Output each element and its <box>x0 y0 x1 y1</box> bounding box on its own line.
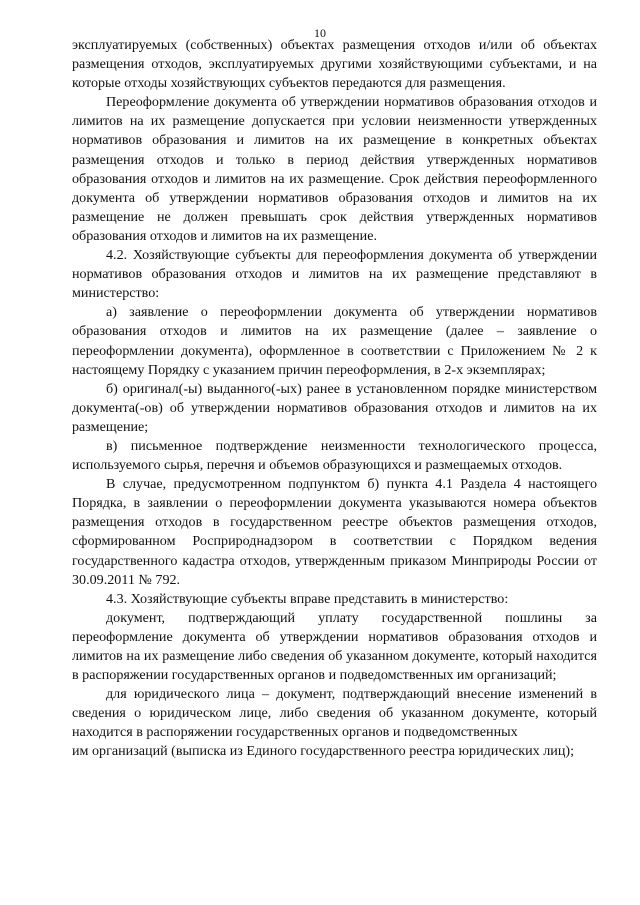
paragraph-continuation: эксплуатируемых (собственных) объектах размещения отходов и/или об объектах размещения отходов, эксплуатируемых другими хозяйствующими субъектами, и на которые отходы хозяйствующих субъектов передаются для размещения. <box>72 37 597 92</box>
document-body <box>72 36 597 762</box>
paragraph-4-2: 4.2. Хозяйствующие субъекты для переоформления документа об утверждении нормативов образования отходов и лимитов на их размещение представляют в министерство: <box>72 247 597 302</box>
paragraph-reissue-conditions: Переоформление документа об утверждении нормативов образования отходов и лимитов на их размещение допускается при условии неизменности утвержденных нормативов образования и лимитов на их размещение в конкретных объектах размещения отходов и только в период действия утвержденных нормативов образования отходов и лимитов на их размещение. Срок действия переоформленного документа об утверждении нормативов образования отходов и лимитов на их размещение не должен превышать срок действия утвержденных нормативов образования отходов и лимитов на их размещение. <box>72 94 597 244</box>
page-number: 10 <box>314 26 326 40</box>
paragraph-4-2-a: а) заявление о переоформлении документа об утверждении нормативов образования отходов и лимитов на их размещение (далее – заявление о переоформлении документа), оформленное в соответствии с Приложением № 2 к настоящему Порядку с указанием причин переоформления, в 2-х экземплярах; <box>72 304 597 378</box>
paragraph-special-case: В случае, предусмотренном подпунктом б) пункта 4.1 Раздела 4 настоящего Порядка, в заявлении о переоформлении документа указываются номера объектов размещения отходов в государственном реестре объектов размещения отходов, сформированном Росприроднадзором в соответствии с Порядком ведения государственного кадастра отходов, утвержденным приказом Минприроды России от 30.09.2011 № 792. <box>72 476 597 588</box>
paragraph-extract: им организаций (выписка из Единого государственного реестра юридических лиц); <box>72 743 574 760</box>
paragraph-4-2-v: в) письменное подтверждение неизменности технологического процесса, используемого сырья, перечня и объемов образующихся и размещаемых отходов. <box>72 437 597 474</box>
paragraph-4-3: 4.3. Хозяйствующие субъекты вправе представить в министерство: <box>106 590 509 607</box>
paragraph-4-2-b: б) оригинал(-ы) выданного(-ых) ранее в установленном порядке министерством документа(-ов) об утверждении нормативов образования отходов и лимитов на их размещение; <box>72 380 597 435</box>
paragraph-fee-document: документ, подтверждающий уплату государственной пошлины за переоформление документа об утверждении нормативов образования отходов и лимитов на их размещение либо сведения об указанном документе, который находится в распоряжении государственных органов и подведомственных им организаций; <box>72 609 597 684</box>
paragraph-legal-entity: для юридического лица – документ, подтверждающий внесение изменений в сведения о юридическом лице, либо сведения об указанном документе, который находится в распоряжении государственных органов и подведомственных <box>72 686 597 741</box>
